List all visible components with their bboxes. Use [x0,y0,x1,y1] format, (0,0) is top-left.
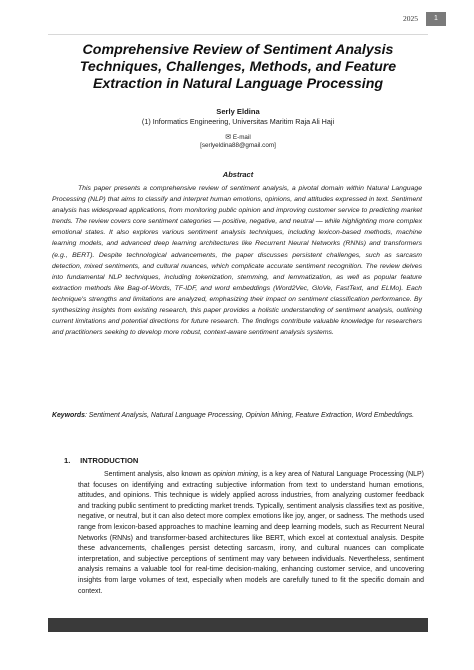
introduction-paragraph [78,470,424,597]
footer-band [48,618,428,632]
header-rule [48,34,428,35]
email-address: [serlyeldina88@gmail.com] [200,142,276,149]
page-number-tab: 1 [426,12,446,26]
page-header [0,14,474,28]
keywords-text: : Sentiment Analysis, Natural Language Processing, Opinion Mining, Feature Extraction, Word Embeddings. [84,412,415,419]
intro-text: , is a key area of Natural Language Processing (NLP) that focuses on identifying and extracting subjective information from text to understand human emotions, attitudes, and opinions. This technique is widely applied across industries, from analyzing customer feedback and tracking public sentiment to predicting market trends. Typically, sentiment analysis classifies text as positive, negative, or neutral, but it can also detect more complex emotions like joy, anger, or sadness. The methods used range from lexicon-based approaches to machine learning and deep learning models, such as Recurrent Neural Networks (RNNs) and transformer-based architectures like BERT, which excel at contextual analysis. Despite these advancements, challenges persist detecting sarcasm, irony, and cultural nuances can complicate interpretation, and subjective perceptions of sentiment may vary between individuals. Nevertheless, sentiment analysis remains a valuable tool for real-time decision-making, enhancing customer service, and uncovering insights from large volumes of text, especially when models are carefully tuned to fit the specific domain and context. [78,471,424,595]
author-name: Serly Eldina [216,107,260,116]
paper-title: Comprehensive Review of Sentiment Analysis Techniques, Challenges, Methods, and Feature Extraction in Natural Language Processing [79,42,397,92]
intro-term: opinion mining [212,471,258,478]
abstract-text: This paper presents a comprehensive review of sentiment analysis, a pivotal domain within Natural Language Processing (NLP) that aims to classify and interpret human emotions, opinions, and attitudes expressed in text. Sentiment analysis has widespread applications, from monitoring public opinion and improving customer service to predicting market trends. The review covers core sentiment categories — positive, negative, and neutral — while highlighting more complex emotional states. It also explores various sentiment analysis techniques, including lexicon-based methods, machine learning models, and advanced deep learning architectures like Recurrent Neural Networks (RNNs) and transformers (e.g., BERT). Despite technological advancements, the paper discusses persistent challenges, such as sarcasm detection, mixed sentiments, and cultural nuances, which complicate accurate sentiment recognition. The review delves into fundamental NLP techniques, including tokenization, stemming, and lemmatization, as well as popular feature extraction methods like Bag-of-Words, TF-IDF, and word embeddings (Word2Vec, GloVe, FastText, and ELMo). Each technique's strengths and limitations are analyzed, emphasizing their impact on sentiment classification performance. By synthesizing insights from existing research, this paper provides a holistic understanding of sentiment analysis, outlining current limitations and potential directions for future research. The findings contribute valuable knowledge for researchers and practitioners seeking to develop more robust, context-aware sentiment analysis systems. [52,185,422,337]
intro-lead: Sentiment analysis, also known as [104,471,213,478]
section-number: 1. [64,456,71,465]
section-title: INTRODUCTION [80,456,139,465]
header-year: 2025 [403,14,418,23]
keywords-paragraph [52,410,422,422]
email-label: E-mail [232,134,251,141]
keywords-label: Keywords [52,412,85,419]
section-heading-introduction [64,456,138,465]
author-affiliation: (1) Informatics Engineering, Universitas Maritim Raja Ali Haji [141,117,335,126]
envelope-icon: ✉ [225,134,232,141]
abstract-heading: Abstract [222,170,254,179]
email-block [48,134,428,150]
